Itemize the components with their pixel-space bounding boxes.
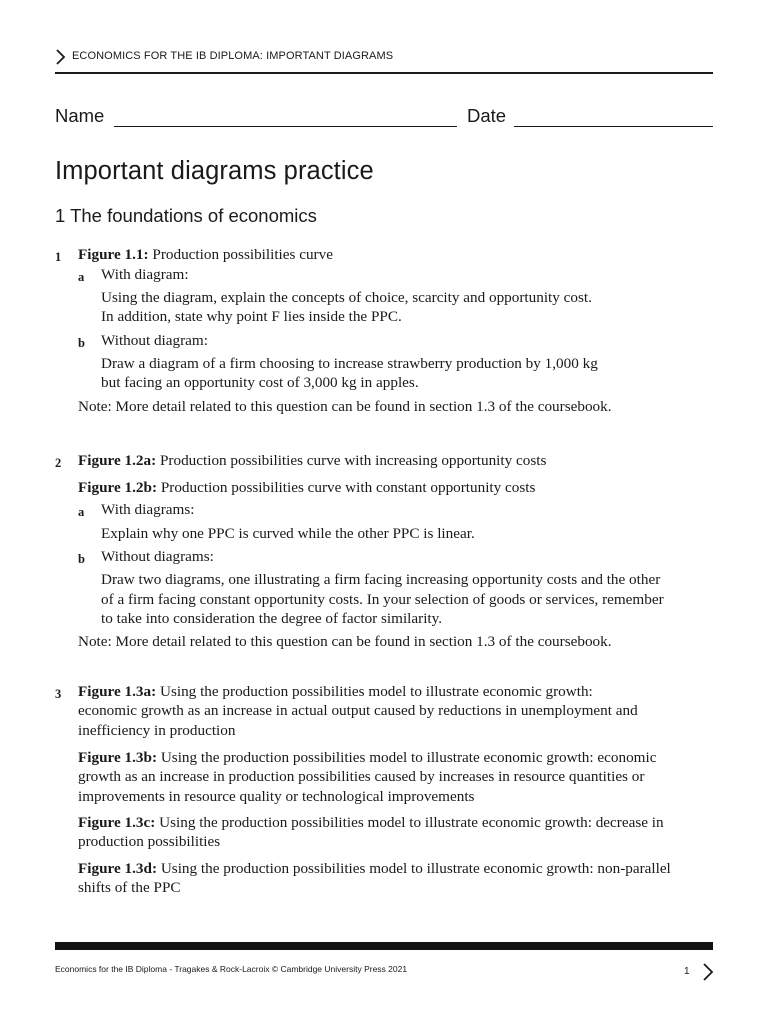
part-line: Draw two diagrams, one illustrating a firm facing increasing opportunity costs and the other (101, 571, 661, 588)
figure-text: Production possibilities curve with increasing opportunity costs (156, 452, 547, 469)
figure-line: improvements in resource quality or technological improvements (78, 788, 475, 805)
part-line: In addition, state why point F lies inside the PPC. (101, 308, 402, 325)
figure-line (78, 748, 656, 768)
section-title: 1 The foundations of economics (55, 205, 317, 226)
part-label: With diagram: (101, 266, 189, 283)
part-line: to take into consideration the degree of factor similarity. (101, 610, 443, 627)
figure-line (78, 245, 333, 265)
question-note: Note: More detail related to this question can be found in section 1.3 of the coursebook. (78, 633, 612, 650)
figure-line (78, 813, 664, 833)
figure-text: Production possibilities curve (148, 246, 333, 263)
part-line: but facing an opportunity cost of 3,000 kg in apples. (101, 374, 419, 391)
question-number: 1 (55, 250, 62, 264)
part-line: Draw a diagram of a firm choosing to increase strawberry production by 1,000 kg (101, 355, 598, 372)
part-line: Explain why one PPC is curved while the other PPC is linear. (101, 525, 475, 542)
header-title: ECONOMICS FOR THE IB DIPLOMA: IMPORTANT DIAGRAMS (72, 50, 394, 62)
page-number: 1 (684, 966, 690, 977)
question-note: Note: More detail related to this question can be found in section 1.3 of the coursebook. (78, 398, 612, 415)
figure-line (78, 859, 671, 879)
figure-ref: Figure 1.2b: (78, 479, 158, 496)
question-number: 3 (55, 687, 62, 701)
figure-text: Production possibilities curve with constant opportunity costs (157, 479, 536, 496)
figure-ref: Figure 1.1: (78, 246, 149, 263)
part-label: With diagrams: (101, 501, 195, 518)
name-label: Name (55, 105, 105, 126)
figure-ref: Figure 1.3d: (78, 860, 158, 877)
figure-text: Using the production possibilities model to illustrate economic growth: non-parallel (157, 860, 671, 877)
header-rule (55, 72, 713, 74)
part-line: Using the diagram, explain the concepts of choice, scarcity and opportunity cost. (101, 289, 592, 306)
figure-line: shifts of the PPC (78, 879, 181, 896)
figure-line (78, 451, 546, 471)
figure-line: inefficiency in production (78, 722, 236, 739)
figure-line: economic growth as an increase in actual output caused by reductions in unemployment and (78, 702, 638, 719)
figure-line (78, 682, 593, 702)
figure-ref: Figure 1.3b: (78, 749, 158, 766)
figure-line (78, 478, 535, 498)
part-letter: a (78, 505, 85, 519)
name-field[interactable] (114, 126, 457, 127)
part-label: Without diagrams: (101, 548, 214, 565)
chevron-right-icon[interactable] (702, 963, 714, 981)
date-label: Date (467, 105, 507, 126)
figure-text: Using the production possibilities model to illustrate economic growth: (156, 683, 593, 700)
figure-line: production possibilities (78, 833, 221, 850)
part-letter: a (78, 270, 85, 284)
footer-credit: Economics for the IB Diploma - Tragakes & Rock-Lacroix © Cambridge University Press 2021 (55, 964, 408, 974)
date-field[interactable] (514, 126, 713, 127)
figure-ref: Figure 1.3c: (78, 814, 156, 831)
footer-bar (55, 942, 713, 950)
figure-ref: Figure 1.2a: (78, 452, 157, 469)
question-number: 2 (55, 456, 62, 470)
figure-text: Using the production possibilities model to illustrate economic growth: decrease in (155, 814, 664, 831)
page-title: Important diagrams practice (55, 157, 374, 185)
part-label: Without diagram: (101, 332, 208, 349)
running-header (55, 46, 713, 68)
part-letter: b (78, 552, 85, 566)
figure-text: Using the production possibilities model to illustrate economic growth: economic (157, 749, 657, 766)
chevron-right-icon (55, 49, 67, 65)
figure-line: growth as an increase in production possibilities caused by increases in resource quantities or (78, 768, 645, 785)
figure-ref: Figure 1.3a: (78, 683, 157, 700)
part-letter: b (78, 336, 85, 350)
part-line: of a firm facing constant opportunity costs. In your selection of goods or services, remember (101, 591, 664, 608)
